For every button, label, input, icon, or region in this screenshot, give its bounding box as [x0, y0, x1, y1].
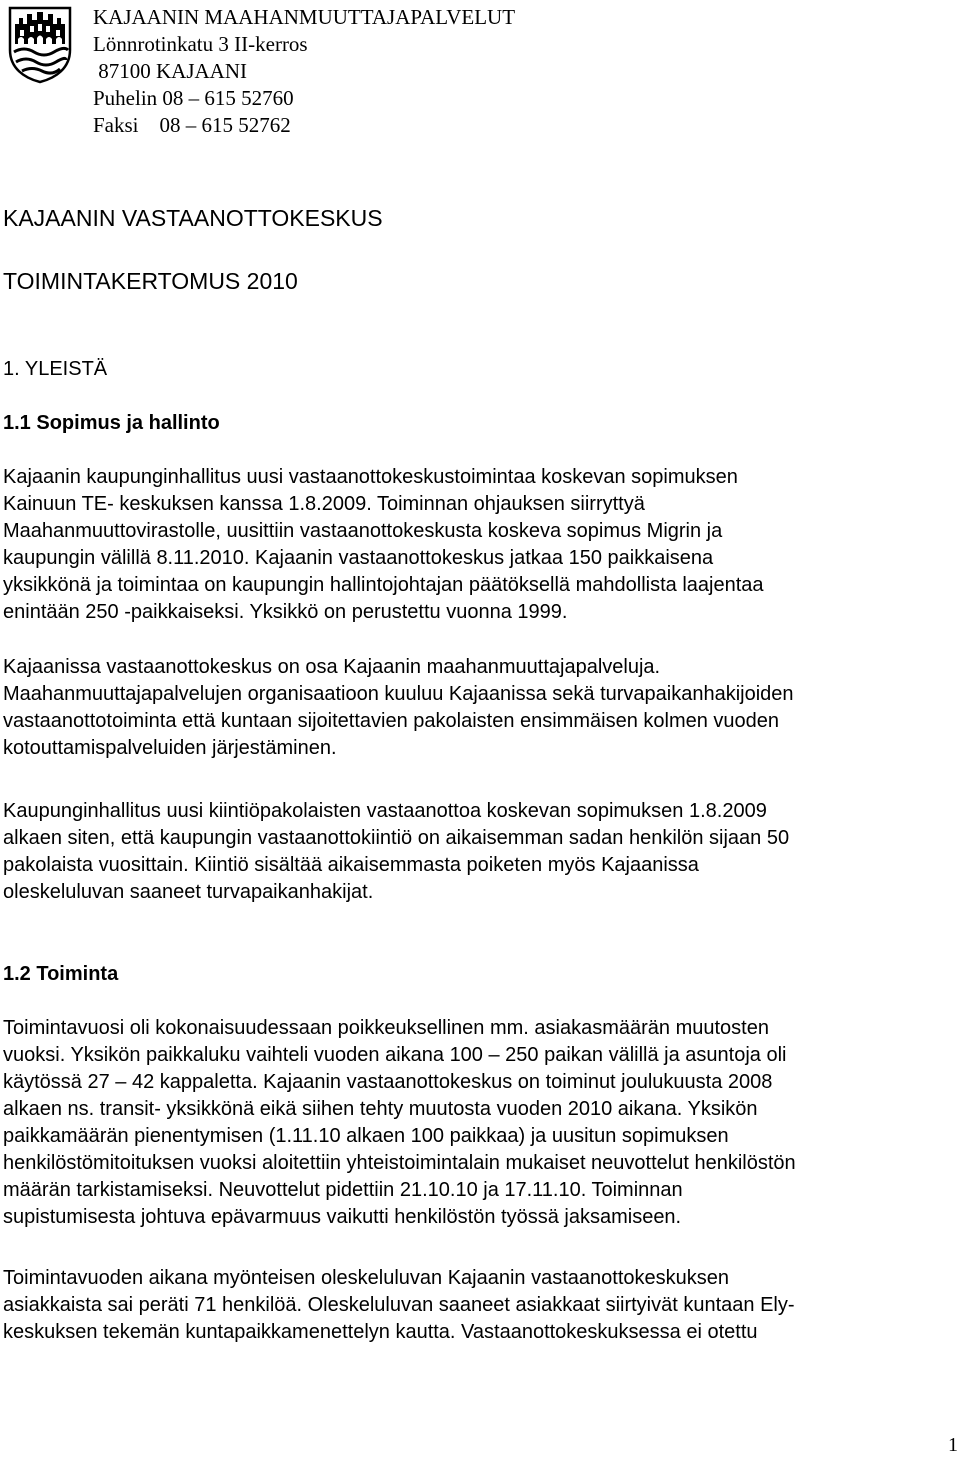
- text-line: Kajaanin kaupunginhallitus uusi vastaanottokeskustoimintaa koskevan sopimuksen: [3, 466, 738, 488]
- text-line: pakolaista vuosittain. Kiintiö sisältää aikaisemmasta poiketen myös Kajaanissa: [3, 854, 699, 876]
- text-line: alkaen ns. transit- yksikkönä eikä siihen tehty muutosta vuoden 2010 aikana. Yksikön: [3, 1098, 758, 1120]
- text-line: paikkamäärän pienentymisen (1.11.10 alkaen 100 paikkaa) ja uusitun sopimuksen: [3, 1125, 729, 1147]
- phone-number: Puhelin 08 – 615 52760: [93, 86, 294, 110]
- postal-address: 87100 KAJAANI: [93, 59, 247, 83]
- text-line: Kainuun TE- keskuksen kanssa 1.8.2009. Toiminnan ohjauksen siirryttyä: [3, 493, 645, 515]
- text-line: määrän tarkistamiseksi. Neuvottelut pidettiin 21.10.10 ja 17.11.10. Toiminnan: [3, 1179, 683, 1201]
- text-line: Maahanmuuttovirastolle, uusittiin vastaanottokeskusta koskeva sopimus Migrin ja: [3, 520, 723, 542]
- text-line: Kajaanissa vastaanottokeskus on osa Kajaanin maahanmuuttajapalveluja.: [3, 656, 661, 678]
- text-line: oleskeluluvan saaneet turvapaikanhakijat.: [3, 881, 374, 903]
- text-line: enintään 250 -paikkaiseksi. Yksikkö on perustettu vuonna 1999.: [3, 601, 568, 623]
- paragraph-kiintiopakolaiset: [3, 798, 953, 906]
- text-line: alkaen siten, että kaupungin vastaanottokiintiö on aikaisemman sadan henkilön sijaan 50: [3, 827, 790, 849]
- kajaani-coat-of-arms-logo: [6, 4, 74, 84]
- letterhead: [93, 4, 515, 139]
- document-title: KAJAANIN VASTAANOTTOKESKUS: [3, 205, 383, 231]
- section-heading-sopimus-ja-hallinto: 1.1 Sopimus ja hallinto: [3, 412, 220, 434]
- text-line: Toimintavuosi oli kokonaisuudessaan poikkeuksellinen mm. asiakasmäärän muutosten: [3, 1017, 769, 1039]
- text-line: Maahanmuuttajapalvelujen organisaatioon kuuluu Kajaanissa sekä turvapaikanhakijoiden: [3, 683, 794, 705]
- page-number: 1: [948, 1434, 958, 1456]
- fax-number: Faksi 08 – 615 52762: [93, 113, 291, 137]
- section-heading-toiminta: 1.2 Toiminta: [3, 963, 119, 985]
- text-line: asiakkaista sai peräti 71 henkilöä. Oleskeluluvan saaneet asiakkaat siirtyivät kuntaan Ely-: [3, 1294, 795, 1316]
- paragraph-maahanmuuttajapalvelut: [3, 654, 953, 762]
- paragraph-sopimus: [3, 464, 953, 626]
- section-heading-yleista: 1. YLEISTÄ: [3, 358, 108, 380]
- paragraph-oleskeluluvat: [3, 1265, 953, 1346]
- text-line: Toimintavuoden aikana myönteisen oleskeluluvan Kajaanin vastaanottokeskuksen: [3, 1267, 730, 1289]
- text-line: yksikkönä ja toimintaa on kaupungin hallintojohtajan päätöksellä mahdollista laajentaa: [3, 574, 764, 596]
- text-line: kotouttamispalveluiden järjestäminen.: [3, 737, 337, 759]
- organization-name: KAJAANIN MAAHANMUUTTAJAPALVELUT: [93, 5, 516, 29]
- text-line: käytössä 27 – 42 kappaletta. Kajaanin vastaanottokeskus on toiminut joulukuusta 2008: [3, 1071, 773, 1093]
- text-line: supistumisesta johtuva epävarmuus vaikutti henkilöstön työssä jaksamiseen.: [3, 1206, 682, 1228]
- text-line: kaupungin välillä 8.11.2010. Kajaanin vastaanottokeskus jatkaa 150 paikkaisena: [3, 547, 714, 569]
- street-address: Lönnrotinkatu 3 II-kerros: [93, 32, 308, 56]
- text-line: vuoksi. Yksikön paikkaluku vaihteli vuoden aikana 100 – 250 paikan välillä ja asuntoja oli: [3, 1044, 787, 1066]
- paragraph-toimintavuosi: [3, 1015, 953, 1231]
- document-subtitle: TOIMINTAKERTOMUS 2010: [3, 268, 298, 294]
- text-line: Kaupunginhallitus uusi kiintiöpakolaisten vastaanottoa koskevan sopimuksen 1.8.2009: [3, 800, 767, 822]
- text-line: keskuksen tekemän kuntapaikkamenettelyn kautta. Vastaanottokeskuksessa ei otettu: [3, 1321, 758, 1343]
- text-line: henkilöstömitoituksen vuoksi aloitettiin yhteistoimintalain mukaiset neuvottelut henkilöstön: [3, 1152, 796, 1174]
- text-line: vastaanottotoiminta että kuntaan sijoitettavien pakolaisten ensimmäisen kolmen vuoden: [3, 710, 780, 732]
